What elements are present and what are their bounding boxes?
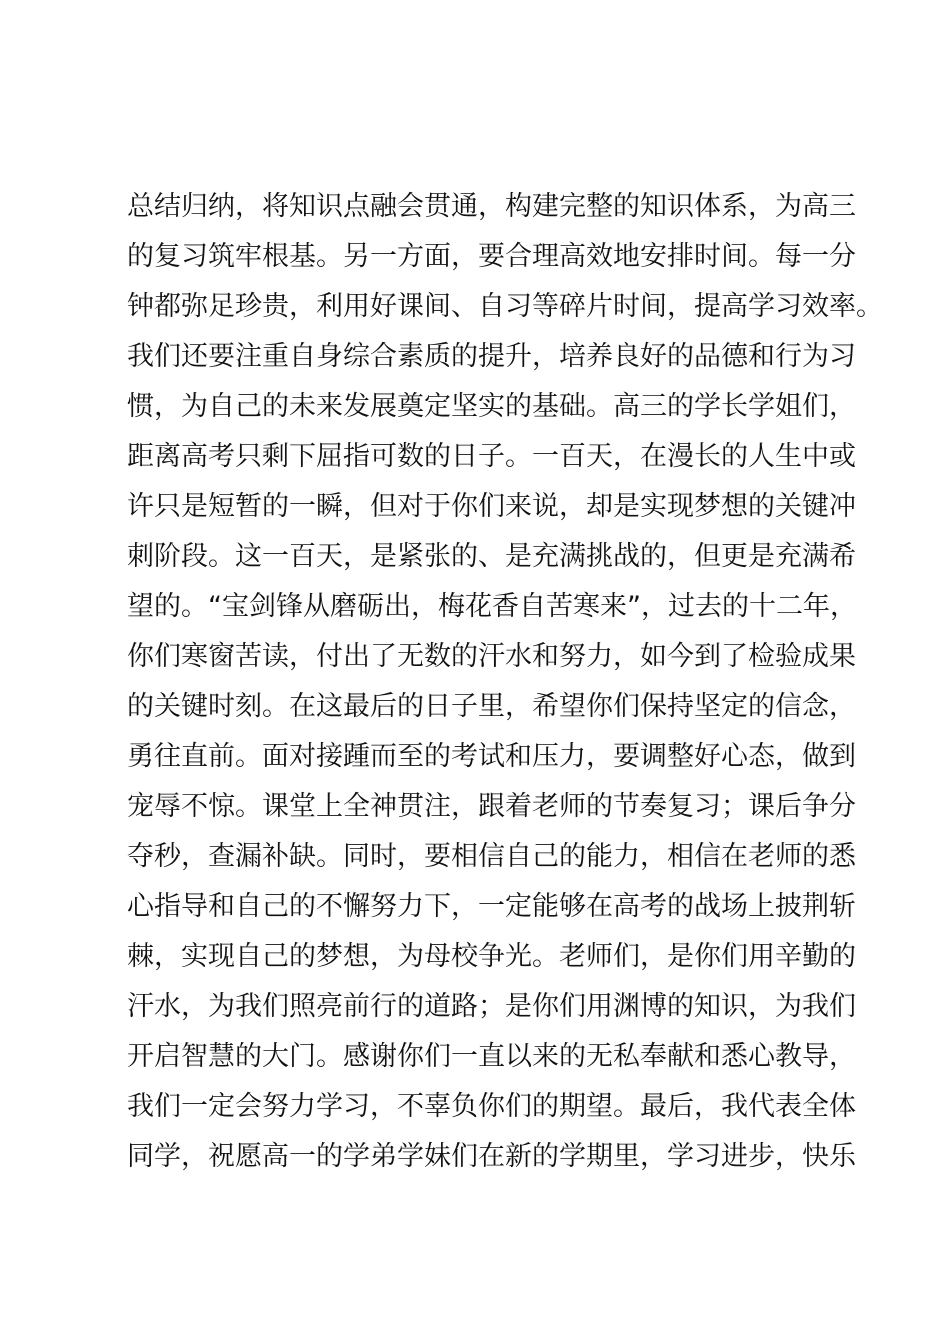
text-line: 总结归纳，将知识点融会贯通，构建完整的知识体系，为高三 — [127, 191, 856, 222]
text-line: 我们一定会努力学习，不辜负你们的期望。最后，我代表全体 — [127, 1091, 856, 1122]
text-line: 的复习筑牢根基。另一方面，要合理高效地安排时间。每一分 — [127, 241, 856, 272]
text-line: 宠辱不惊。课堂上全神贯注，跟着老师的节奏复习；课后争分 — [127, 791, 856, 822]
text-line: 许只是短暂的一瞬，但对于你们来说，却是实现梦想的关键冲 — [127, 491, 856, 522]
text-line: 汗水，为我们照亮前行的道路；是你们用渊博的知识，为我们 — [127, 991, 856, 1022]
text-line: 惯，为自己的未来发展奠定坚实的基础。高三的学长学姐们， — [127, 391, 856, 422]
text-line: 勇往直前。面对接踵而至的考试和压力，要调整好心态，做到 — [127, 741, 856, 772]
text-line: 你们寒窗苦读，付出了无数的汗水和努力，如今到了检验成果 — [127, 641, 856, 672]
text-line: 开启智慧的大门。感谢你们一直以来的无私奉献和悉心教导， — [127, 1041, 856, 1072]
text-line: 距离高考只剩下屈指可数的日子。一百天，在漫长的人生中或 — [127, 441, 856, 472]
text-line: 钟都弥足珍贵，利用好课间、自习等碎片时间，提高学习效率。 — [127, 291, 883, 322]
text-line: 心指导和自己的不懈努力下，一定能够在高考的战场上披荆斩 — [127, 891, 856, 922]
text-line: 的关键时刻。在这最后的日子里，希望你们保持坚定的信念， — [127, 691, 856, 722]
body-text — [127, 182, 883, 1182]
text-line: 刺阶段。这一百天，是紧张的、是充满挑战的，但更是充满希 — [127, 541, 856, 572]
text-line: 夺秒，查漏补缺。同时，要相信自己的能力，相信在老师的悉 — [127, 841, 856, 872]
text-line: 棘，实现自己的梦想，为母校争光。老师们，是你们用辛勤的 — [127, 941, 856, 972]
text-line: 同学，祝愿高一的学弟学妹们在新的学期里，学习进步，快乐 — [127, 1141, 856, 1172]
text-line: 望的。“宝剑锋从磨砺出，梅花香自苦寒来”，过去的十二年， — [127, 591, 857, 622]
text-line: 我们还要注重自身综合素质的提升，培养良好的品德和行为习 — [127, 341, 856, 372]
